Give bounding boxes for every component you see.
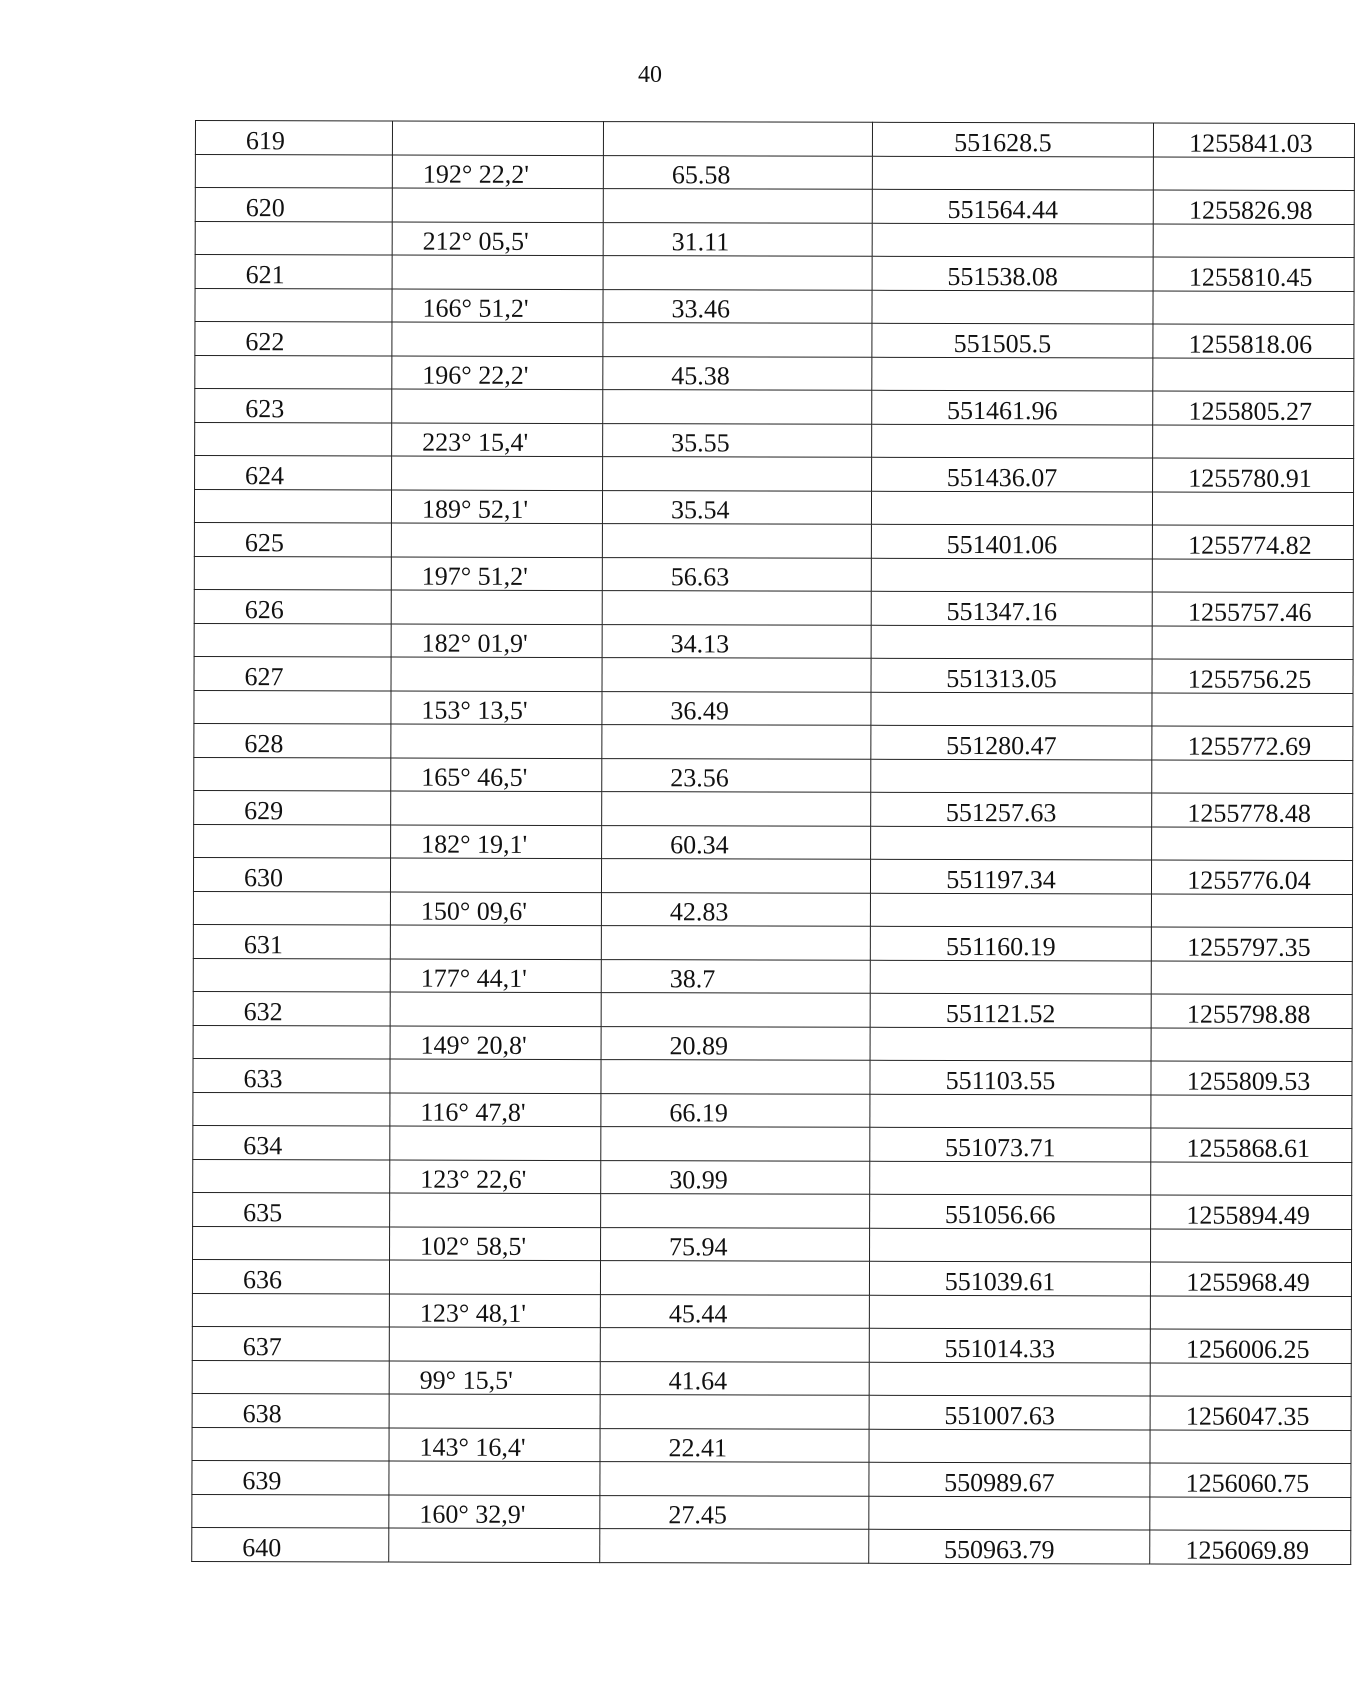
point-number-cell: 623 (195, 389, 392, 423)
point-number-cell: 639 (192, 1460, 389, 1494)
bearing-cell: 102° 58,5' (390, 1227, 601, 1261)
bearing-cell (390, 1193, 601, 1227)
table-row (193, 991, 1352, 1028)
bearing-cell (389, 1461, 600, 1495)
point-number-cell: 633 (193, 1058, 390, 1092)
x-coordinate-cell (870, 1228, 1151, 1262)
y-coordinate-cell (1153, 157, 1354, 191)
bearing-cell (389, 1260, 600, 1294)
point-number-cell: 626 (194, 589, 391, 623)
bearing-cell: 197° 51,2' (391, 557, 602, 591)
y-coordinate-cell: 1255778.48 (1152, 793, 1353, 827)
bearing-cell: 150° 09,6' (390, 892, 601, 926)
distance-cell (602, 524, 871, 558)
y-coordinate-cell: 1256006.25 (1150, 1329, 1351, 1363)
distance-cell (600, 1529, 869, 1563)
distance-cell: 35.55 (603, 423, 872, 457)
y-coordinate-cell (1150, 1497, 1351, 1531)
bearing-cell: 212° 05,5' (392, 222, 603, 256)
bearing-cell (392, 121, 603, 155)
distance-cell: 42.83 (601, 892, 870, 926)
distance-cell: 60.34 (602, 825, 871, 859)
x-coordinate-cell (869, 1362, 1150, 1396)
table-row (195, 221, 1354, 258)
y-coordinate-cell: 1255868.61 (1151, 1128, 1352, 1162)
table-row (192, 1427, 1351, 1464)
point-number-cell: 638 (192, 1393, 389, 1427)
x-coordinate-cell (872, 223, 1153, 257)
distance-cell: 45.38 (603, 356, 872, 390)
point-number-cell (194, 690, 391, 724)
distance-cell: 23.56 (602, 758, 871, 792)
y-coordinate-cell: 1255809.53 (1151, 1061, 1352, 1095)
table-row (194, 623, 1353, 660)
x-coordinate-cell: 551505.5 (872, 323, 1153, 357)
distance-cell: 31.11 (603, 222, 872, 256)
bearing-cell (390, 992, 601, 1026)
distance-cell: 35.54 (602, 490, 871, 524)
table-row (193, 1226, 1352, 1263)
distance-cell: 20.89 (601, 1026, 870, 1060)
x-coordinate-cell (870, 893, 1151, 927)
point-number-cell: 634 (193, 1125, 390, 1159)
coordinates-table (191, 120, 1355, 1565)
bearing-cell: 223° 15,4' (392, 423, 603, 457)
distance-cell: 34.13 (602, 624, 871, 658)
table-row (195, 121, 1354, 158)
bearing-cell (389, 1528, 600, 1562)
x-coordinate-cell: 551628.5 (872, 122, 1153, 156)
y-coordinate-cell (1150, 1430, 1351, 1464)
distance-cell (603, 189, 872, 223)
table-row (195, 154, 1354, 191)
bearing-cell: 153° 13,5' (391, 691, 602, 725)
y-coordinate-cell (1151, 961, 1352, 995)
bearing-cell: 182° 01,9' (391, 624, 602, 658)
distance-cell (601, 993, 870, 1027)
distance-cell (603, 323, 872, 357)
distance-cell (602, 792, 871, 826)
bearing-cell: 99° 15,5' (389, 1361, 600, 1395)
x-coordinate-cell: 551347.16 (871, 591, 1152, 625)
point-number-cell (195, 221, 392, 255)
y-coordinate-cell: 1255826.98 (1153, 190, 1354, 224)
x-coordinate-cell (869, 1295, 1150, 1329)
table-row (193, 1025, 1352, 1062)
table-row (194, 589, 1353, 626)
point-number-cell: 622 (195, 322, 392, 356)
y-coordinate-cell: 1255894.49 (1151, 1195, 1352, 1229)
bearing-cell (390, 925, 601, 959)
distance-cell (602, 658, 871, 692)
x-coordinate-cell (871, 558, 1152, 592)
bearing-cell (390, 858, 601, 892)
x-coordinate-cell: 551073.71 (870, 1127, 1151, 1161)
coordinates-table-body (192, 121, 1355, 1565)
y-coordinate-cell: 1255757.46 (1152, 592, 1353, 626)
distance-cell: 45.44 (600, 1294, 869, 1328)
point-number-cell (194, 757, 391, 791)
distance-cell (601, 926, 870, 960)
y-coordinate-cell: 1255968.49 (1150, 1262, 1351, 1296)
point-number-cell (193, 1226, 390, 1260)
point-number-cell (193, 1159, 390, 1193)
y-coordinate-cell (1153, 425, 1354, 459)
point-number-cell (193, 958, 390, 992)
y-coordinate-cell (1152, 760, 1353, 794)
point-number-cell (194, 824, 391, 858)
bearing-cell (392, 255, 603, 289)
bearing-cell: 123° 48,1' (389, 1294, 600, 1328)
distance-cell (600, 1395, 869, 1429)
table-row (192, 1460, 1351, 1497)
point-number-cell (195, 154, 392, 188)
y-coordinate-cell: 1255756.25 (1152, 659, 1353, 693)
point-number-cell (192, 1360, 389, 1394)
bearing-cell: 196° 22,2' (392, 356, 603, 390)
y-coordinate-cell: 1256047.35 (1150, 1396, 1351, 1430)
table-row (195, 255, 1354, 292)
y-coordinate-cell: 1255798.88 (1151, 994, 1352, 1028)
point-number-cell: 635 (193, 1192, 390, 1226)
x-coordinate-cell (870, 960, 1151, 994)
y-coordinate-cell: 1255818.06 (1153, 324, 1354, 358)
bearing-cell (391, 523, 602, 557)
distance-cell: 66.19 (601, 1093, 870, 1127)
point-number-cell: 629 (194, 790, 391, 824)
bearing-cell (390, 1059, 601, 1093)
x-coordinate-cell: 551197.34 (870, 859, 1151, 893)
distance-cell: 56.63 (602, 557, 871, 591)
table-row (194, 757, 1353, 794)
y-coordinate-cell (1151, 1162, 1352, 1196)
point-number-cell: 640 (192, 1527, 389, 1561)
y-coordinate-cell: 1256060.75 (1150, 1463, 1351, 1497)
table-row (194, 556, 1353, 593)
distance-cell (600, 1261, 869, 1295)
x-coordinate-cell: 551160.19 (870, 926, 1151, 960)
x-coordinate-cell (872, 357, 1153, 391)
x-coordinate-cell (871, 625, 1152, 659)
bearing-cell: 165° 46,5' (391, 758, 602, 792)
point-number-cell (193, 1092, 390, 1126)
y-coordinate-cell (1152, 693, 1353, 727)
y-coordinate-cell (1150, 1296, 1351, 1330)
x-coordinate-cell: 551401.06 (871, 524, 1152, 558)
table-row (193, 1125, 1352, 1162)
distance-cell (602, 591, 871, 625)
bearing-cell (390, 1126, 601, 1160)
bearing-cell (391, 657, 602, 691)
y-coordinate-cell (1153, 224, 1354, 258)
x-coordinate-cell: 551007.63 (869, 1395, 1150, 1429)
point-number-cell: 621 (195, 255, 392, 289)
y-coordinate-cell: 1255810.45 (1153, 257, 1354, 291)
distance-cell: 65.58 (603, 155, 872, 189)
y-coordinate-cell (1151, 1229, 1352, 1263)
distance-cell (600, 1462, 869, 1496)
x-coordinate-cell: 551280.47 (871, 725, 1152, 759)
point-number-cell (194, 623, 391, 657)
point-number-cell (193, 1025, 390, 1059)
y-coordinate-cell: 1256069.89 (1150, 1530, 1351, 1564)
table-row (192, 1393, 1351, 1430)
point-number-cell: 619 (195, 121, 392, 155)
point-number-cell: 637 (192, 1326, 389, 1360)
bearing-cell: 116° 47,8' (390, 1093, 601, 1127)
point-number-cell (192, 1293, 389, 1327)
table-row (193, 1092, 1352, 1129)
point-number-cell: 632 (193, 991, 390, 1025)
table-row (192, 1494, 1351, 1531)
y-coordinate-cell: 1255774.82 (1152, 525, 1353, 559)
distance-cell: 27.45 (600, 1495, 869, 1529)
point-number-cell: 631 (193, 924, 390, 958)
point-number-cell (192, 1494, 389, 1528)
x-coordinate-cell: 551313.05 (871, 658, 1152, 692)
x-coordinate-cell (870, 1094, 1151, 1128)
point-number-cell: 625 (194, 522, 391, 556)
table-row (193, 1159, 1352, 1196)
table-row (192, 1527, 1351, 1564)
point-number-cell (195, 288, 392, 322)
y-coordinate-cell (1153, 291, 1354, 325)
distance-cell: 30.99 (601, 1160, 870, 1194)
table-row (192, 1326, 1351, 1363)
bearing-cell (392, 389, 603, 423)
bearing-cell: 166° 51,2' (392, 289, 603, 323)
x-coordinate-cell: 551014.33 (869, 1328, 1150, 1362)
table-row (194, 522, 1353, 559)
point-number-cell: 620 (195, 188, 392, 222)
bearing-cell (392, 322, 603, 356)
bearing-cell (391, 724, 602, 758)
bearing-cell: 149° 20,8' (390, 1026, 601, 1060)
x-coordinate-cell: 551103.55 (870, 1060, 1151, 1094)
distance-cell (601, 1060, 870, 1094)
distance-cell: 36.49 (602, 691, 871, 725)
bearing-cell: 123° 22,6' (390, 1160, 601, 1194)
x-coordinate-cell: 551461.96 (872, 390, 1153, 424)
bearing-cell: 192° 22,2' (392, 155, 603, 189)
distance-cell: 22.41 (600, 1428, 869, 1462)
bearing-cell (389, 1394, 600, 1428)
table-row (192, 1293, 1351, 1330)
table-row (193, 958, 1352, 995)
x-coordinate-cell (871, 759, 1152, 793)
table-row (193, 891, 1352, 928)
table-row (195, 188, 1354, 225)
point-number-cell: 627 (194, 656, 391, 690)
point-number-cell (194, 556, 391, 590)
page-number: 40 (638, 62, 662, 88)
x-coordinate-cell: 550989.67 (869, 1462, 1150, 1496)
point-number-cell: 630 (193, 857, 390, 891)
distance-cell (603, 256, 872, 290)
y-coordinate-cell (1152, 492, 1353, 526)
table-row (194, 824, 1353, 861)
table-row (193, 1192, 1352, 1229)
x-coordinate-cell: 551039.61 (869, 1261, 1150, 1295)
table-row (195, 322, 1354, 359)
y-coordinate-cell (1150, 1363, 1351, 1397)
bearing-cell: 143° 16,4' (389, 1428, 600, 1462)
distance-cell (601, 859, 870, 893)
y-coordinate-cell: 1255780.91 (1153, 458, 1354, 492)
distance-cell: 38.7 (601, 959, 870, 993)
x-coordinate-cell (870, 1161, 1151, 1195)
table-row (194, 790, 1353, 827)
table-row (195, 389, 1354, 426)
x-coordinate-cell: 551257.63 (871, 792, 1152, 826)
x-coordinate-cell (869, 1496, 1150, 1530)
x-coordinate-cell (870, 1027, 1151, 1061)
distance-cell: 75.94 (601, 1227, 870, 1261)
distance-cell (601, 1127, 870, 1161)
table-row (193, 1058, 1352, 1095)
x-coordinate-cell: 551121.52 (870, 993, 1151, 1027)
bearing-cell (392, 188, 603, 222)
point-number-cell: 624 (195, 456, 392, 490)
distance-cell: 33.46 (603, 289, 872, 323)
x-coordinate-cell (872, 290, 1153, 324)
table-row (194, 656, 1353, 693)
table-row (193, 857, 1352, 894)
table-row (194, 723, 1353, 760)
x-coordinate-cell (871, 826, 1152, 860)
point-number-cell (193, 891, 390, 925)
distance-cell: 41.64 (600, 1361, 869, 1395)
y-coordinate-cell (1151, 1028, 1352, 1062)
table-row (192, 1259, 1351, 1296)
table-row (195, 288, 1354, 325)
x-coordinate-cell (869, 1429, 1150, 1463)
bearing-cell: 177° 44,1' (390, 959, 601, 993)
table-row (194, 690, 1353, 727)
bearing-cell: 160° 32,9' (389, 1495, 600, 1529)
x-coordinate-cell (871, 692, 1152, 726)
bearing-cell (391, 590, 602, 624)
y-coordinate-cell: 1255776.04 (1151, 860, 1352, 894)
distance-cell (603, 390, 872, 424)
point-number-cell (194, 489, 391, 523)
bearing-cell (392, 456, 603, 490)
point-number-cell: 636 (192, 1259, 389, 1293)
distance-cell (603, 122, 872, 156)
bearing-cell: 182° 19,1' (391, 825, 602, 859)
x-coordinate-cell: 551538.08 (872, 256, 1153, 290)
point-number-cell (195, 422, 392, 456)
y-coordinate-cell: 1255772.69 (1152, 726, 1353, 760)
point-number-cell (192, 1427, 389, 1461)
table-row (195, 355, 1354, 392)
x-coordinate-cell: 550963.79 (869, 1529, 1150, 1563)
x-coordinate-cell (872, 156, 1153, 190)
y-coordinate-cell (1151, 894, 1352, 928)
x-coordinate-cell (872, 424, 1153, 458)
point-number-cell: 628 (194, 723, 391, 757)
x-coordinate-cell (871, 491, 1152, 525)
y-coordinate-cell: 1255841.03 (1153, 123, 1354, 157)
table-row (193, 924, 1352, 961)
point-number-cell (195, 355, 392, 389)
bearing-cell: 189° 52,1' (391, 490, 602, 524)
bearing-cell (391, 791, 602, 825)
y-coordinate-cell (1152, 827, 1353, 861)
table-row (195, 456, 1354, 493)
y-coordinate-cell (1151, 1095, 1352, 1129)
y-coordinate-cell (1152, 559, 1353, 593)
y-coordinate-cell (1152, 626, 1353, 660)
distance-cell (603, 457, 872, 491)
y-coordinate-cell: 1255805.27 (1153, 391, 1354, 425)
table-row (192, 1360, 1351, 1397)
table-row (195, 422, 1354, 459)
x-coordinate-cell: 551056.66 (870, 1194, 1151, 1228)
distance-cell (600, 1328, 869, 1362)
y-coordinate-cell: 1255797.35 (1151, 927, 1352, 961)
distance-cell (602, 725, 871, 759)
x-coordinate-cell: 551564.44 (872, 189, 1153, 223)
table-row (194, 489, 1353, 526)
distance-cell (601, 1194, 870, 1228)
bearing-cell (389, 1327, 600, 1361)
y-coordinate-cell (1153, 358, 1354, 392)
x-coordinate-cell: 551436.07 (872, 457, 1153, 491)
